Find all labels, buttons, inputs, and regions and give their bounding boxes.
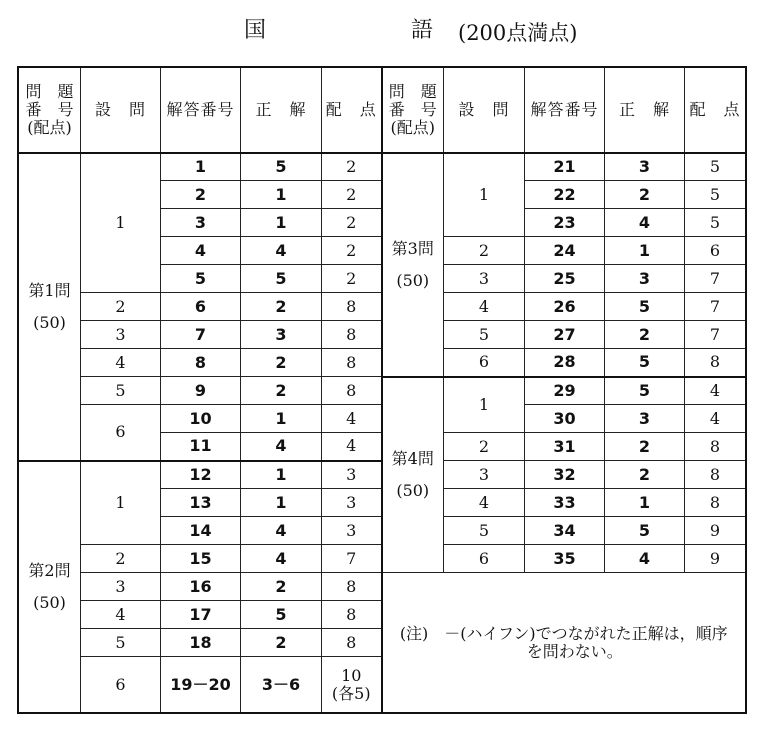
- question-3-label: 第3問: [391, 238, 434, 258]
- question-2-cell: [19, 461, 81, 713]
- sub-question: 2: [444, 237, 525, 265]
- note-line-1: (注) －(ハイフン)でつながれた正解は，順序: [399, 623, 728, 643]
- header-sub-question-right: 設 問: [444, 68, 525, 153]
- sub-question: 4: [444, 489, 525, 517]
- correct-answer: 4: [605, 209, 685, 237]
- sub-question: 5: [81, 629, 161, 657]
- sub-question: 4: [444, 293, 525, 321]
- points: 8: [685, 433, 746, 461]
- answer-number: 29: [525, 377, 605, 405]
- answer-number: 32: [525, 461, 605, 489]
- answer-number: 3: [161, 209, 241, 237]
- answer-number: 28: [525, 349, 605, 377]
- answer-number: 18: [161, 629, 241, 657]
- header-question-l2: 番 号: [25, 99, 74, 119]
- answer-number: 5: [161, 265, 241, 293]
- correct-answer: 1: [241, 405, 322, 433]
- correct-answer: 4: [605, 545, 685, 573]
- answer-number: 31: [525, 433, 605, 461]
- question-3-cell: [382, 153, 444, 377]
- points: 5: [685, 181, 746, 209]
- correct-answer: 4: [241, 545, 322, 573]
- points: 8: [322, 321, 382, 349]
- points-each: (各5): [331, 683, 371, 703]
- points: 7: [685, 321, 746, 349]
- sub-question: 3: [81, 321, 161, 349]
- sub-question: 6: [444, 545, 525, 573]
- answer-number: 1: [161, 153, 241, 181]
- subject-char-2: 語: [411, 18, 434, 43]
- correct-answer: 3－6: [241, 657, 322, 713]
- correct-answer: 2: [241, 349, 322, 377]
- points: 4: [322, 405, 382, 433]
- points: 7: [685, 265, 746, 293]
- header-correct-answer-right: 正 解: [605, 68, 685, 153]
- header-correct-answer: 正 解: [241, 68, 322, 153]
- points: 8: [322, 349, 382, 377]
- correct-answer: 5: [605, 349, 685, 377]
- note-cell: [382, 573, 746, 713]
- points: 4: [685, 377, 746, 405]
- header-question-l1-right: 問 題: [388, 81, 437, 101]
- answer-number: 16: [161, 573, 241, 601]
- question-3-score: (50): [396, 270, 430, 290]
- sub-question: 2: [81, 293, 161, 321]
- answer-number: 35: [525, 545, 605, 573]
- question-4-label: 第4問: [391, 448, 434, 468]
- answer-number: 25: [525, 265, 605, 293]
- sub-question: 6: [444, 349, 525, 377]
- answer-number: 6: [161, 293, 241, 321]
- header-answer-number: 解答番号: [161, 68, 241, 153]
- sub-question: 3: [444, 265, 525, 293]
- sub-question: 1: [81, 461, 161, 545]
- points: 8: [685, 489, 746, 517]
- correct-answer: 4: [241, 237, 322, 265]
- answer-number: 23: [525, 209, 605, 237]
- points: 8: [322, 573, 382, 601]
- correct-answer: 5: [241, 153, 322, 181]
- answer-number: 26: [525, 293, 605, 321]
- points: 5: [685, 209, 746, 237]
- answer-number: 19－20: [161, 657, 241, 713]
- table-row: [19, 153, 746, 181]
- correct-answer: 2: [241, 293, 322, 321]
- correct-answer: 2: [605, 433, 685, 461]
- answer-number: 17: [161, 601, 241, 629]
- correct-answer: 2: [605, 321, 685, 349]
- header-question-l2-right: 番 号: [388, 99, 437, 119]
- points: 4: [322, 433, 382, 461]
- sub-question: 6: [81, 657, 161, 713]
- question-4-score: (50): [396, 480, 430, 500]
- points: 8: [685, 349, 746, 377]
- table-row: [19, 377, 746, 405]
- points: 5: [685, 153, 746, 181]
- points: 3: [322, 517, 382, 545]
- answer-number: 7: [161, 321, 241, 349]
- sub-question: 5: [444, 321, 525, 349]
- header-question-l3: (配点): [27, 117, 72, 137]
- correct-answer: 2: [605, 461, 685, 489]
- correct-answer: 2: [241, 377, 322, 405]
- sub-question: 3: [444, 461, 525, 489]
- points: 9: [685, 517, 746, 545]
- points-total: 10: [341, 665, 362, 685]
- correct-answer: 1: [241, 461, 322, 489]
- answer-number: 15: [161, 545, 241, 573]
- sub-question: 6: [81, 405, 161, 461]
- points: 9: [685, 545, 746, 573]
- question-1-cell: [19, 153, 81, 461]
- total-score: (200点満点): [458, 21, 578, 45]
- table-row: [19, 573, 746, 601]
- answer-number: 13: [161, 489, 241, 517]
- sub-question: 1: [444, 153, 525, 237]
- header-question-l3-right: (配点): [390, 117, 435, 137]
- header-sub-question: 設 問: [81, 68, 161, 153]
- sub-question: 2: [444, 433, 525, 461]
- header-question-number-right: [382, 68, 444, 153]
- subject-char-1: 国: [244, 18, 267, 43]
- header-question-number: [19, 68, 81, 153]
- points: 2: [322, 153, 382, 181]
- points: [322, 657, 382, 713]
- question-1-score: (50): [33, 312, 66, 332]
- correct-answer: 5: [605, 293, 685, 321]
- answer-number: 10: [161, 405, 241, 433]
- correct-answer: 1: [241, 489, 322, 517]
- correct-answer: 2: [605, 181, 685, 209]
- correct-answer: 5: [241, 265, 322, 293]
- correct-answer: 3: [605, 153, 685, 181]
- question-2-score: (50): [33, 592, 66, 612]
- correct-answer: 3: [605, 265, 685, 293]
- answer-number: 9: [161, 377, 241, 405]
- answer-number: 11: [161, 433, 241, 461]
- answer-number: 2: [161, 181, 241, 209]
- points: 2: [322, 265, 382, 293]
- page-title: [0, 16, 766, 50]
- answer-key-table: [18, 67, 746, 713]
- correct-answer: 5: [241, 601, 322, 629]
- points: 2: [322, 181, 382, 209]
- answer-number: 4: [161, 237, 241, 265]
- sub-question: 1: [81, 153, 161, 293]
- sub-question: 2: [81, 545, 161, 573]
- correct-answer: 2: [241, 573, 322, 601]
- answer-number: 21: [525, 153, 605, 181]
- header-points-right: 配 点: [685, 68, 746, 153]
- answer-number: 14: [161, 517, 241, 545]
- correct-answer: 1: [605, 237, 685, 265]
- sub-question: 4: [81, 349, 161, 377]
- answer-number: 12: [161, 461, 241, 489]
- header-row: [19, 68, 746, 153]
- correct-answer: 2: [241, 629, 322, 657]
- correct-answer: 1: [241, 181, 322, 209]
- answer-number: 22: [525, 181, 605, 209]
- question-1-label: 第1問: [28, 280, 71, 300]
- note-line-2: を問わない。: [526, 641, 623, 661]
- answer-number: 33: [525, 489, 605, 517]
- points: 8: [685, 461, 746, 489]
- correct-answer: 1: [241, 209, 322, 237]
- header-answer-number-right: 解答番号: [525, 68, 605, 153]
- correct-answer: 3: [241, 321, 322, 349]
- question-2-label: 第2問: [28, 560, 71, 580]
- points: 4: [685, 405, 746, 433]
- points: 8: [322, 629, 382, 657]
- correct-answer: 5: [605, 377, 685, 405]
- sub-question: 4: [81, 601, 161, 629]
- points: 2: [322, 237, 382, 265]
- correct-answer: 4: [241, 517, 322, 545]
- points: 8: [322, 601, 382, 629]
- correct-answer: 4: [241, 433, 322, 461]
- sub-question: 5: [444, 517, 525, 545]
- correct-answer: 5: [605, 517, 685, 545]
- points: 3: [322, 461, 382, 489]
- correct-answer: 3: [605, 405, 685, 433]
- sub-question: 3: [81, 573, 161, 601]
- points: 8: [322, 293, 382, 321]
- question-4-cell: [382, 377, 444, 573]
- answer-number: 34: [525, 517, 605, 545]
- correct-answer: 1: [605, 489, 685, 517]
- header-question-l1: 問 題: [25, 81, 74, 101]
- points: 7: [322, 545, 382, 573]
- points: 3: [322, 489, 382, 517]
- points: 2: [322, 209, 382, 237]
- points: 6: [685, 237, 746, 265]
- answer-number: 27: [525, 321, 605, 349]
- answer-number: 8: [161, 349, 241, 377]
- sub-question: 5: [81, 377, 161, 405]
- points: 8: [322, 377, 382, 405]
- header-points: 配 点: [322, 68, 382, 153]
- answer-number: 24: [525, 237, 605, 265]
- answer-number: 30: [525, 405, 605, 433]
- sub-question: 1: [444, 377, 525, 433]
- points: 7: [685, 293, 746, 321]
